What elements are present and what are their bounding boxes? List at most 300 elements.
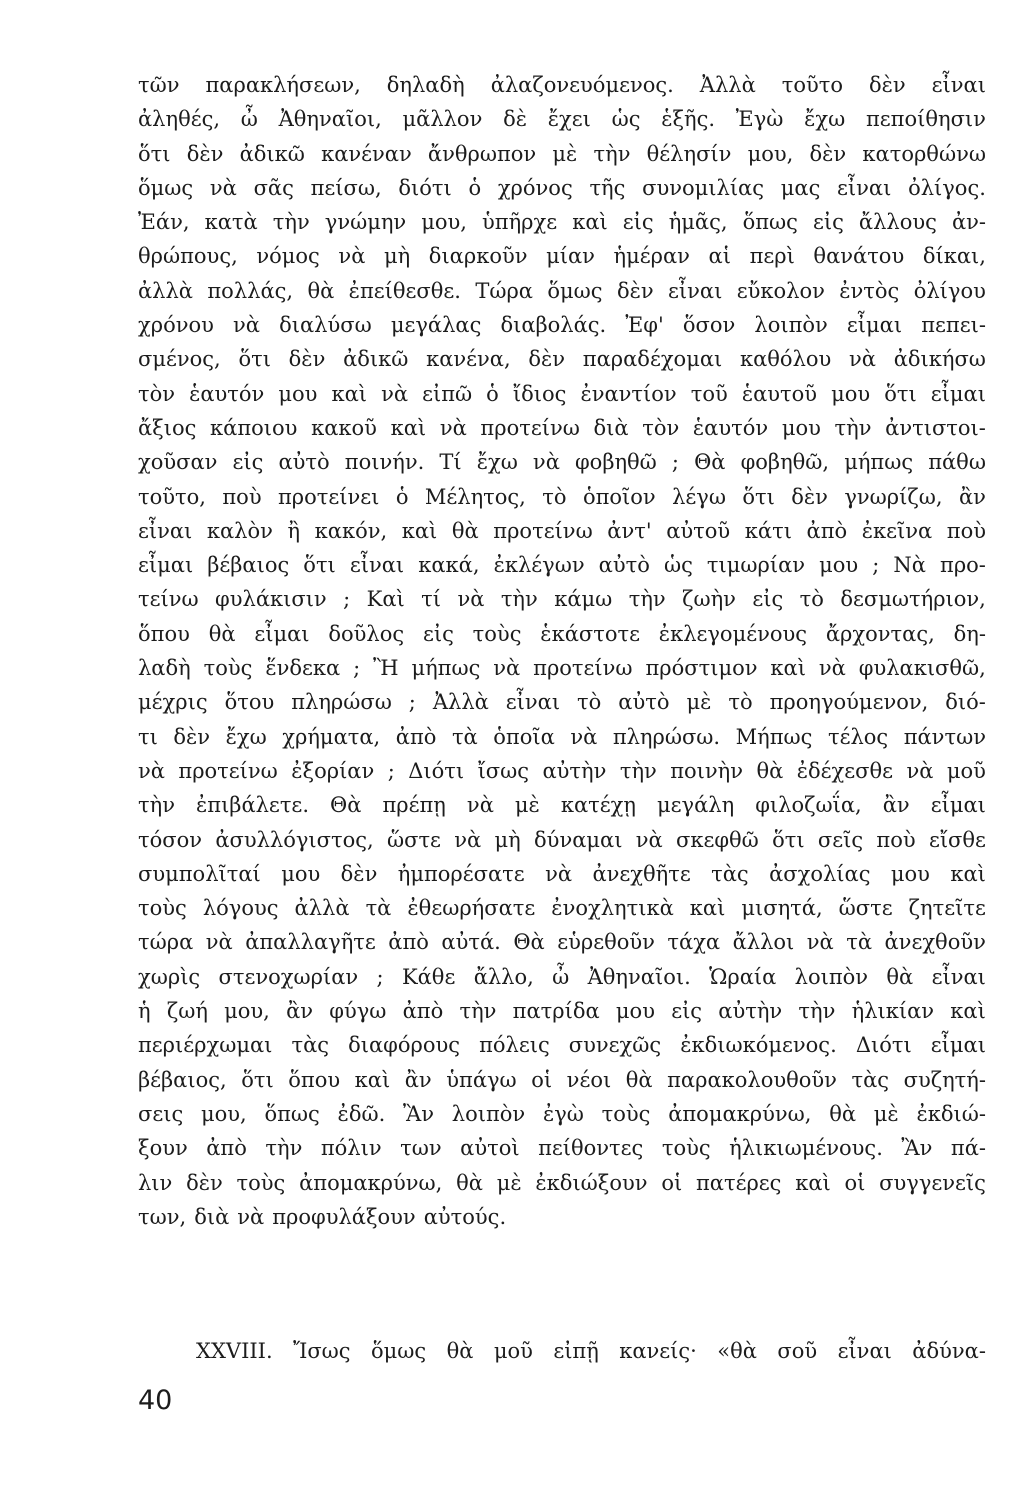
- word: ἂν: [882, 793, 910, 818]
- word: Διότι: [855, 1033, 912, 1058]
- word: διὰ: [593, 415, 629, 440]
- word: διὰ: [194, 1204, 230, 1229]
- word: Θὰ: [694, 450, 726, 475]
- word: ξουν: [138, 1136, 188, 1161]
- word: Ἀλλὰ: [699, 73, 756, 97]
- word: ἀλλὰ: [294, 896, 350, 921]
- word: ἴδιος: [512, 381, 567, 406]
- word: κάποιου: [210, 415, 298, 440]
- word: ἑκάστοτε: [540, 621, 640, 646]
- word: εἰς: [622, 210, 654, 235]
- word: φοβηθῶ,: [740, 450, 830, 475]
- word: αὐτὴν: [718, 999, 783, 1024]
- word: ὅμως: [370, 1339, 427, 1363]
- word: Τί: [439, 450, 462, 475]
- word: τοὺς: [661, 1136, 711, 1161]
- word: ἀληθές,: [138, 107, 221, 132]
- word: ἄξιος: [138, 415, 197, 440]
- word: ἄνθρωπον: [427, 141, 537, 166]
- word: λαδὴ: [138, 656, 191, 681]
- text-line: [138, 960, 986, 994]
- word: τὸν: [138, 381, 176, 406]
- word: ἀπὸ: [395, 724, 437, 749]
- word: νὰ: [237, 1204, 265, 1229]
- word: ἀδικήσω: [893, 347, 986, 372]
- word: σκεφθῶ: [676, 827, 759, 852]
- text-line: [138, 1131, 986, 1165]
- word: μου: [281, 861, 321, 886]
- word: συνομιλίας: [642, 175, 765, 200]
- word: ἀσχολίας: [769, 861, 871, 886]
- word: ἐδέχεσθε: [796, 758, 893, 783]
- word: χωρὶς: [138, 964, 201, 989]
- word: νὰ: [493, 656, 521, 681]
- text-line: [138, 1028, 986, 1062]
- word: αὐτά.: [441, 930, 501, 955]
- word: μίαν: [546, 244, 595, 269]
- word: νὰ: [635, 827, 663, 852]
- word: μου,: [200, 1101, 247, 1126]
- word: δηλαδὴ: [386, 73, 465, 97]
- word: εἶναι: [668, 278, 723, 303]
- word: δὲν: [186, 141, 224, 166]
- word: μου: [819, 553, 859, 578]
- word: χρόνου: [138, 313, 214, 338]
- word: Ὡραία: [709, 964, 777, 989]
- word: πρέπῃ: [382, 793, 446, 818]
- word: κατὰ: [204, 210, 258, 235]
- word: σμένος,: [138, 347, 221, 372]
- word: σοῦ: [777, 1339, 818, 1363]
- text-line: [138, 1063, 986, 1097]
- word: τόσον: [138, 827, 203, 852]
- word: ἄλλο,: [473, 964, 534, 989]
- word: τι: [138, 724, 158, 749]
- text-line: [138, 788, 986, 822]
- word: σεῖς: [817, 827, 864, 852]
- word: λέγω: [672, 484, 726, 509]
- word: τοὺς: [472, 621, 522, 646]
- word: μεγάλας: [390, 313, 482, 338]
- word: νὰ: [806, 930, 834, 955]
- word: ὁ: [486, 381, 499, 406]
- word: ἐντὸς: [839, 278, 900, 303]
- word: ἐπιβάλετε.: [196, 793, 309, 818]
- word: τοὺς: [203, 656, 253, 681]
- word: ὅτι: [241, 1067, 274, 1092]
- word: τὰ: [846, 930, 873, 955]
- word: Ἐφ': [625, 313, 664, 338]
- word: θὰ: [886, 964, 914, 989]
- word: μου: [831, 381, 871, 406]
- word: στενοχωρίαν: [218, 964, 359, 989]
- word: τὸ: [577, 690, 602, 715]
- word: εἰπῶ: [422, 381, 473, 406]
- text-line: [138, 823, 986, 857]
- word: εἶναι: [138, 518, 193, 543]
- word: ὅπως: [264, 1101, 320, 1126]
- word: ὅμως: [138, 175, 194, 200]
- word: ἐπείθεσθε.: [348, 278, 461, 303]
- word: ποινήν.: [344, 450, 425, 475]
- word: ὡς: [611, 107, 641, 132]
- word: μου: [278, 381, 318, 406]
- word: θὰ: [829, 1101, 857, 1126]
- word: ἀπομακρύνω,: [299, 1170, 443, 1195]
- word: προ-: [940, 553, 986, 578]
- word: χρόνος: [497, 175, 573, 200]
- word: Ἢ: [373, 656, 399, 681]
- word: μου,: [421, 210, 467, 235]
- word: προτείνω: [533, 656, 633, 681]
- word: νὰ: [439, 415, 467, 440]
- word: ὁ: [468, 175, 482, 200]
- word: φιλοζωΐα,: [755, 793, 862, 818]
- word: μὲ: [514, 793, 540, 818]
- word: ἀλαζονευόμενος.: [490, 73, 674, 97]
- word: τὴν: [798, 999, 836, 1024]
- word: ἀνεχθῆτε: [592, 861, 691, 886]
- word: δη-: [953, 621, 986, 646]
- word: ἐκλέγων: [493, 553, 585, 578]
- word: τοῦ: [690, 381, 728, 406]
- word: ὦ: [552, 964, 570, 989]
- word: τὴν: [593, 141, 631, 166]
- word: εὔκολον: [736, 278, 825, 303]
- word: ἀδύνα-: [912, 1339, 986, 1363]
- word: καὶ: [401, 518, 438, 543]
- word: ;: [343, 587, 351, 612]
- word: συμπολῖταί: [138, 861, 261, 886]
- word: κακά,: [418, 553, 480, 578]
- word: κατέχῃ: [560, 793, 636, 818]
- word: διότι: [398, 175, 452, 200]
- word: αὐτὸ: [618, 690, 670, 715]
- word: τὰ: [451, 724, 478, 749]
- word: ὑπῆρχε: [482, 210, 558, 235]
- word: μὲ: [496, 1170, 522, 1195]
- word: λοιπὸν: [451, 1101, 526, 1126]
- word: τί: [421, 587, 442, 612]
- word: εἰπῇ: [553, 1339, 599, 1363]
- word: ἐκδιώ-: [916, 1101, 986, 1126]
- word: θρώπους,: [138, 244, 238, 269]
- word: καλὸν: [206, 518, 273, 543]
- word: λόγους: [202, 896, 279, 921]
- word: τὴν: [619, 758, 657, 783]
- word: κάτι: [744, 518, 792, 543]
- word: καὶ: [770, 656, 806, 681]
- word: ὥστε: [838, 896, 893, 921]
- word: νὰ: [545, 861, 573, 886]
- word: μὴ: [383, 244, 411, 269]
- word: κάμω: [554, 587, 613, 612]
- word: σεις: [138, 1101, 184, 1126]
- word: εἶναι: [837, 175, 892, 200]
- word: μου,: [224, 999, 270, 1024]
- word: τοὺς: [236, 1170, 286, 1195]
- text-line: [138, 994, 986, 1028]
- word: θὰ: [307, 278, 335, 303]
- word: Θὰ: [513, 930, 545, 955]
- word: νὰ: [906, 758, 934, 783]
- word: καὶ: [572, 210, 608, 235]
- word: νὰ: [381, 381, 409, 406]
- word: ἂν: [286, 999, 314, 1024]
- word: τὸ: [542, 484, 567, 509]
- text-line: [138, 1166, 986, 1200]
- word: τοὺς: [138, 896, 187, 921]
- text-line: [138, 548, 986, 582]
- text-line: [138, 137, 986, 171]
- word: φυλάκισιν: [215, 587, 327, 612]
- word: εἶναι: [931, 964, 986, 989]
- word: αὐτούς.: [423, 1204, 507, 1229]
- word: γνώμην: [324, 210, 407, 235]
- word: προτείνω: [480, 415, 580, 440]
- word: εἶναι: [837, 1339, 892, 1363]
- word: μου: [890, 861, 930, 886]
- word: ἑαυτόν: [189, 381, 265, 406]
- text-line: [138, 342, 986, 376]
- word: καὶ: [689, 896, 726, 921]
- word: πόλιν: [320, 1136, 382, 1161]
- word: εἶμαι: [138, 553, 194, 578]
- word: ἀπομακρύνω,: [668, 1101, 812, 1126]
- word: νὰ: [849, 347, 876, 372]
- word: ἑξῆς.: [661, 107, 716, 132]
- word: προτείνει: [278, 484, 380, 509]
- word: ἂν: [404, 1067, 432, 1092]
- word: γνωρίζω,: [844, 484, 943, 509]
- word: ἀδικῶ: [239, 141, 305, 166]
- word: μισητά,: [741, 896, 823, 921]
- word: πατρίδα: [512, 999, 600, 1024]
- word: μὲ: [552, 141, 578, 166]
- word: νὰ: [532, 450, 560, 475]
- word: ἡμέραν: [613, 244, 690, 269]
- word: Διότι: [408, 758, 465, 783]
- text-line: [138, 480, 986, 514]
- word: βέβαιος,: [138, 1067, 227, 1092]
- word: τῆς: [589, 175, 626, 200]
- word: σᾶς: [253, 175, 294, 200]
- word: διαρκοῦν: [428, 244, 528, 269]
- word: μοῦ: [493, 1339, 533, 1363]
- word: ἀπὸ: [806, 518, 848, 543]
- word: ἔχω: [804, 107, 846, 132]
- word: ;: [376, 964, 384, 989]
- word: περιέρχωμαι: [138, 1033, 273, 1058]
- word: νὰ: [205, 930, 233, 955]
- word: προφυλάξουν: [272, 1204, 416, 1229]
- word: εἶμαι: [254, 621, 310, 646]
- word: ὅτι: [884, 381, 917, 406]
- word: πείσω,: [310, 175, 382, 200]
- word: εἶναι: [505, 690, 561, 715]
- word: ἐναντίον: [580, 381, 677, 406]
- text-line: [138, 411, 986, 445]
- word: Θὰ: [330, 793, 362, 818]
- word: διό-: [945, 690, 986, 715]
- word: μας: [780, 175, 821, 200]
- word: χοῦσαν: [138, 450, 218, 475]
- word: τὸ: [799, 587, 824, 612]
- word: διαβολάς.: [500, 313, 607, 338]
- word: ἢ: [287, 518, 301, 543]
- word: ἀντιστοι-: [885, 415, 986, 440]
- word: ἄρχοντας,: [825, 621, 935, 646]
- word: ὡς: [663, 553, 693, 578]
- word: XXVIII.: [196, 1339, 273, 1363]
- word: λοιπὸν: [794, 964, 869, 989]
- word: πεποίθησιν: [865, 107, 986, 132]
- word: τείνω: [138, 587, 199, 612]
- word: δὲν: [791, 484, 828, 509]
- text-line: [138, 651, 986, 685]
- word: Ἂν: [901, 1136, 933, 1161]
- word: παρακολουθοῦν: [667, 1067, 837, 1092]
- word: θανάτου: [813, 244, 905, 269]
- text-line: [138, 891, 986, 925]
- word: λοιπὸν: [754, 313, 828, 338]
- text-line: [138, 857, 986, 891]
- word: δὲν: [288, 347, 326, 372]
- text-line: [138, 754, 986, 788]
- word: θὰ: [208, 621, 236, 646]
- word: ποὺ: [222, 484, 262, 509]
- word: μὲ: [686, 690, 712, 715]
- word: ἐγὼ: [542, 1101, 584, 1126]
- word: τὰς: [711, 861, 749, 886]
- word: πά-: [950, 1136, 986, 1161]
- word: Καὶ: [366, 587, 405, 612]
- word: ὦ: [240, 107, 258, 132]
- word: ποὺ: [946, 518, 986, 543]
- word: τάχα: [667, 930, 721, 955]
- word: συζητή-: [903, 1067, 986, 1092]
- word: δὲν: [340, 861, 378, 886]
- word: ἕνδεκα: [265, 656, 341, 681]
- word: ἐνοχλητικὰ: [551, 896, 674, 921]
- word: ἐκλεγομένους: [658, 621, 808, 646]
- word: βέβαιος: [207, 553, 290, 578]
- word: τὴν: [628, 587, 666, 612]
- word: ὅτι: [303, 553, 336, 578]
- word: Ἐγὼ: [735, 107, 784, 132]
- word: ἑαυτόν: [692, 415, 769, 440]
- word: Τώρα: [475, 278, 533, 303]
- word: δὲν: [528, 347, 566, 372]
- word: ὁ: [395, 484, 409, 509]
- word: ποινὴν: [670, 758, 744, 783]
- word: φύγω: [329, 999, 387, 1024]
- word: ὥστε: [386, 827, 441, 852]
- word: εἰς: [671, 999, 703, 1024]
- text-line: [138, 205, 986, 239]
- word: πόλεις: [479, 1033, 550, 1058]
- word: μήπως: [411, 656, 481, 681]
- word: Μέλητος,: [424, 484, 526, 509]
- word: ;: [408, 690, 416, 715]
- word: νὰ: [454, 827, 482, 852]
- word: μήπως: [844, 450, 914, 475]
- word: τοὺς: [601, 1101, 651, 1126]
- word: καὶ: [390, 415, 427, 440]
- word: παραδέχομαι: [582, 347, 723, 372]
- word: ἐκδιώξουν: [535, 1170, 648, 1195]
- word: ὅπου: [138, 621, 190, 646]
- word: τὰς: [291, 1033, 330, 1058]
- word: ἔχω: [225, 724, 267, 749]
- word: οἱ: [844, 1170, 866, 1195]
- word: ἀπὸ: [402, 999, 444, 1024]
- word: τὴν: [272, 210, 310, 235]
- word: ὅσον: [682, 313, 736, 338]
- word: ὑπάγω: [446, 1067, 517, 1092]
- word: ὅπως: [742, 210, 798, 235]
- word: τιμωρίαν: [706, 553, 806, 578]
- word: ἡ: [138, 999, 151, 1024]
- word: καὶ: [331, 381, 368, 406]
- word: αὐτὸ: [278, 450, 330, 475]
- word: ἀν-: [951, 210, 986, 235]
- word: πείθοντες: [538, 1136, 644, 1161]
- chapter-heading-line: [196, 1334, 986, 1368]
- word: ἀντ': [607, 518, 652, 543]
- word: μεγάλη: [657, 793, 735, 818]
- word: αὐτὸ: [598, 553, 650, 578]
- text-line: [138, 925, 986, 959]
- text-line: [138, 720, 986, 754]
- word: καὶ: [795, 1170, 831, 1195]
- word: ὁποῖον: [582, 484, 656, 509]
- word: δὲ: [503, 107, 527, 132]
- word: ἂν: [958, 484, 986, 509]
- word: εἶμαι: [930, 1033, 986, 1058]
- word: νὰ: [209, 175, 237, 200]
- word: εἰς: [232, 450, 264, 475]
- text-line: [138, 171, 986, 205]
- word: ὅπου: [288, 1067, 341, 1092]
- page-number: 40: [138, 1385, 173, 1416]
- word: πεπει-: [921, 313, 986, 338]
- word: ἀπαλλαγῆτε: [245, 930, 376, 955]
- text-line: [138, 377, 986, 411]
- text-line: [138, 239, 986, 273]
- word: ὅτι: [742, 484, 775, 509]
- word: τὴν: [459, 999, 497, 1024]
- word: εἴσθε: [928, 827, 986, 852]
- word: διαλύσω: [279, 313, 372, 338]
- word: ἀλλὰ: [138, 278, 193, 303]
- text-line: [138, 582, 986, 616]
- word: θὰ: [451, 518, 479, 543]
- word: ἀνεχθοῦν: [884, 930, 986, 955]
- word: πατέρες: [695, 1170, 782, 1195]
- word: ζωή: [166, 999, 208, 1024]
- word: τὰς: [851, 1067, 890, 1092]
- word: ἡλικίαν: [851, 999, 935, 1024]
- word: συνεχῶς: [568, 1033, 662, 1058]
- word: τὸν: [642, 415, 680, 440]
- word: ὅτι: [772, 827, 805, 852]
- word: ;: [387, 758, 395, 783]
- word: Ἀθηναῖοι,: [278, 107, 382, 132]
- word: συγγενεῖς: [879, 1170, 986, 1195]
- text-line: [138, 274, 986, 308]
- text-line: [138, 1097, 986, 1131]
